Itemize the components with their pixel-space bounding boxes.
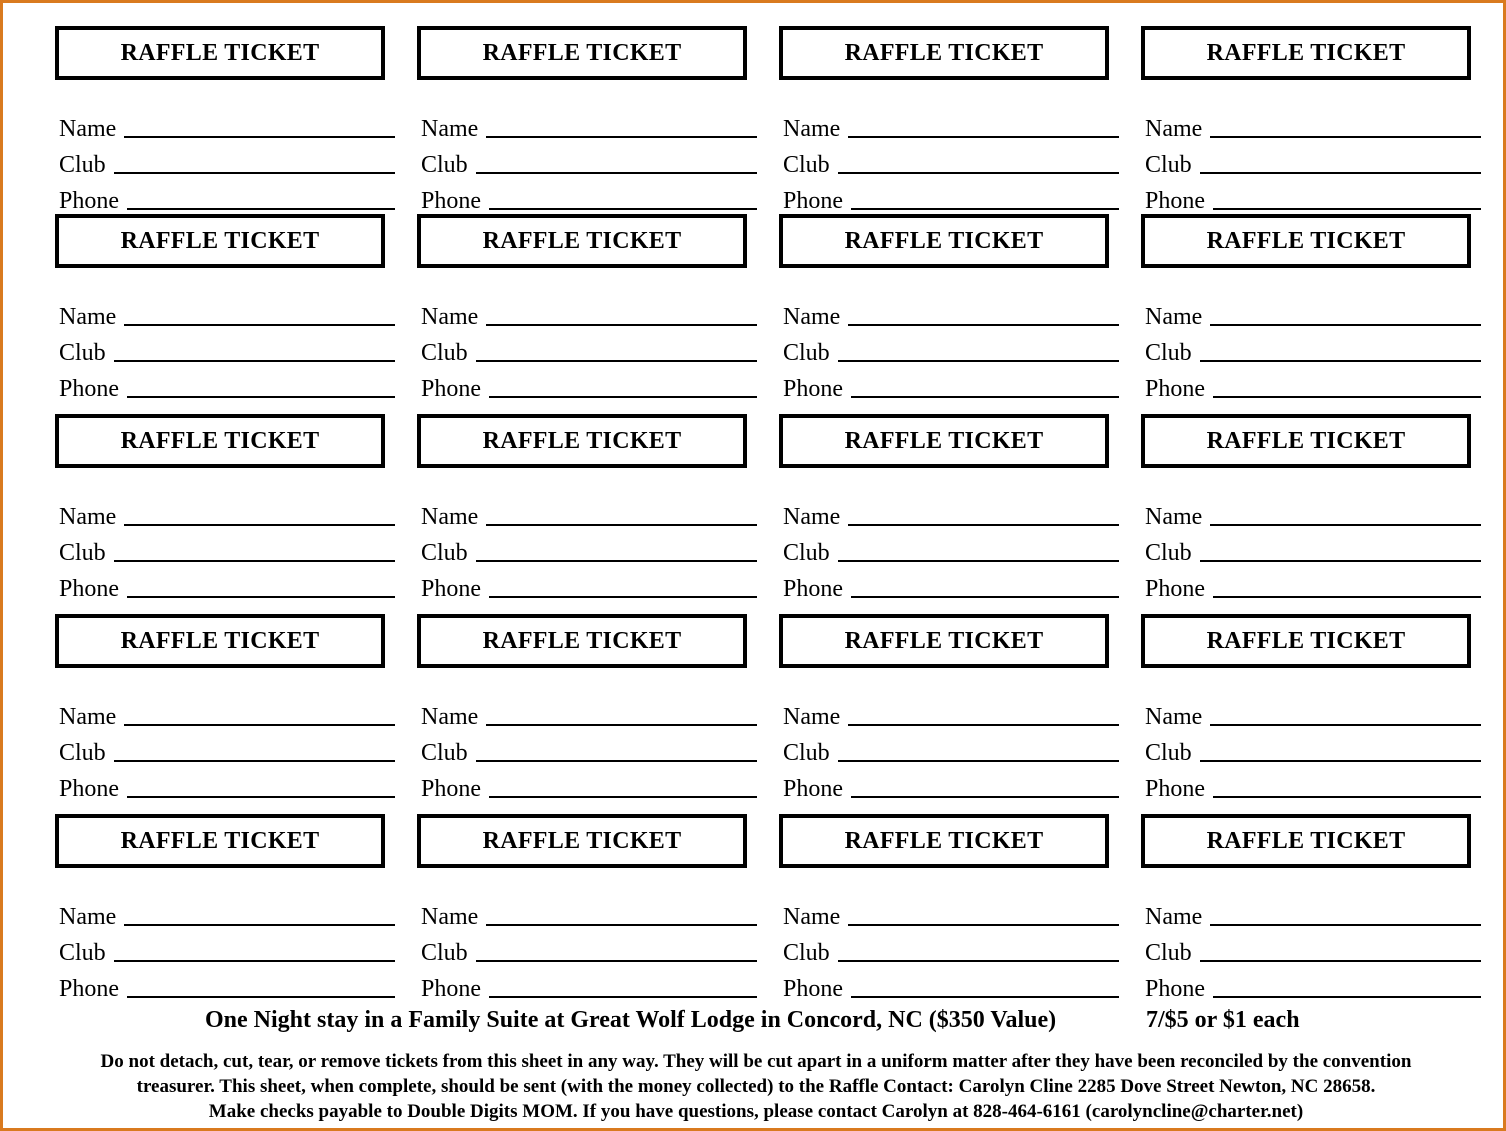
- name-label: Name: [59, 704, 117, 730]
- name-blank-line: [486, 324, 757, 326]
- ticket-title: RAFFLE TICKET: [779, 814, 1109, 868]
- club-blank-line: [114, 760, 395, 762]
- phone-label: Phone: [783, 376, 843, 402]
- club-label: Club: [783, 940, 830, 966]
- phone-blank-line: [127, 208, 395, 210]
- name-field: [421, 700, 757, 730]
- ticket-title: RAFFLE TICKET: [417, 614, 747, 668]
- phone-label: Phone: [421, 776, 481, 802]
- name-field: [421, 900, 757, 930]
- name-blank-line: [486, 724, 757, 726]
- ticket-title: RAFFLE TICKET: [55, 614, 385, 668]
- ticket-title: RAFFLE TICKET: [1141, 814, 1471, 868]
- name-label: Name: [1145, 504, 1203, 530]
- name-blank-line: [124, 524, 395, 526]
- phone-blank-line: [851, 596, 1119, 598]
- phone-field: [421, 972, 757, 1002]
- club-field: [1145, 148, 1481, 178]
- phone-blank-line: [127, 396, 395, 398]
- club-blank-line: [1200, 360, 1481, 362]
- instructions: [13, 1049, 1499, 1124]
- club-label: Club: [783, 540, 830, 566]
- club-label: Club: [783, 152, 830, 178]
- instructions-line-2: treasurer. This sheet, when complete, should be sent (with the money collected) to the Raffle Contact: Carolyn Cline 2285 Dove Street Newton, NC 28658.: [136, 1076, 1376, 1097]
- club-field: [783, 536, 1119, 566]
- ticket-title: RAFFLE TICKET: [1141, 26, 1471, 80]
- name-blank-line: [1210, 136, 1481, 138]
- club-field: [1145, 936, 1481, 966]
- phone-field: [421, 372, 757, 402]
- club-label: Club: [783, 740, 830, 766]
- club-field: [59, 148, 395, 178]
- name-label: Name: [421, 504, 479, 530]
- club-blank-line: [1200, 960, 1481, 962]
- ticket-title: RAFFLE TICKET: [779, 26, 1109, 80]
- phone-field: [1145, 184, 1481, 214]
- club-label: Club: [59, 940, 106, 966]
- name-label: Name: [59, 116, 117, 142]
- ticket-title: RAFFLE TICKET: [779, 214, 1109, 268]
- phone-label: Phone: [1145, 188, 1205, 214]
- name-label: Name: [783, 704, 841, 730]
- club-field: [421, 536, 757, 566]
- name-field: [1145, 700, 1481, 730]
- name-field: [1145, 112, 1481, 142]
- name-label: Name: [421, 116, 479, 142]
- phone-field: [421, 572, 757, 602]
- club-blank-line: [114, 960, 395, 962]
- ticket-price: 7/$5 or $1 each: [1146, 1007, 1300, 1033]
- name-blank-line: [848, 324, 1119, 326]
- phone-field: [59, 572, 395, 602]
- club-blank-line: [838, 360, 1119, 362]
- name-label: Name: [1145, 704, 1203, 730]
- name-label: Name: [421, 904, 479, 930]
- name-blank-line: [124, 324, 395, 326]
- phone-label: Phone: [421, 976, 481, 1002]
- name-field: [59, 112, 395, 142]
- phone-label: Phone: [783, 776, 843, 802]
- phone-field: [1145, 372, 1481, 402]
- phone-blank-line: [1213, 996, 1481, 998]
- phone-blank-line: [127, 996, 395, 998]
- phone-label: Phone: [59, 576, 119, 602]
- name-label: Name: [421, 704, 479, 730]
- ticket-title: RAFFLE TICKET: [1141, 414, 1471, 468]
- name-label: Name: [421, 304, 479, 330]
- name-field: [59, 900, 395, 930]
- name-field: [783, 300, 1119, 330]
- club-label: Club: [783, 340, 830, 366]
- phone-field: [1145, 972, 1481, 1002]
- phone-label: Phone: [783, 576, 843, 602]
- phone-blank-line: [489, 996, 757, 998]
- ticket-title: RAFFLE TICKET: [779, 614, 1109, 668]
- phone-field: [59, 772, 395, 802]
- ticket-title: RAFFLE TICKET: [55, 414, 385, 468]
- name-blank-line: [124, 136, 395, 138]
- name-label: Name: [1145, 904, 1203, 930]
- name-field: [59, 300, 395, 330]
- ticket-title: RAFFLE TICKET: [1141, 614, 1471, 668]
- ticket-title: RAFFLE TICKET: [417, 26, 747, 80]
- club-field: [421, 148, 757, 178]
- club-field: [1145, 536, 1481, 566]
- club-blank-line: [838, 960, 1119, 962]
- phone-label: Phone: [421, 376, 481, 402]
- instructions-line-1: Do not detach, cut, tear, or remove tickets from this sheet in any way. They will be cut apart in a uniform matter after they have been reconciled by the convention: [100, 1051, 1412, 1072]
- club-blank-line: [1200, 760, 1481, 762]
- club-blank-line: [114, 172, 395, 174]
- club-label: Club: [1145, 740, 1192, 766]
- name-label: Name: [59, 304, 117, 330]
- phone-blank-line: [851, 208, 1119, 210]
- name-label: Name: [783, 904, 841, 930]
- phone-blank-line: [127, 596, 395, 598]
- phone-field: [59, 184, 395, 214]
- name-blank-line: [1210, 924, 1481, 926]
- club-blank-line: [838, 560, 1119, 562]
- name-blank-line: [1210, 524, 1481, 526]
- prize-row: [3, 1004, 1506, 1038]
- club-field: [59, 736, 395, 766]
- name-blank-line: [486, 136, 757, 138]
- name-blank-line: [486, 924, 757, 926]
- name-label: Name: [783, 304, 841, 330]
- name-blank-line: [1210, 724, 1481, 726]
- name-field: [59, 500, 395, 530]
- club-field: [59, 536, 395, 566]
- club-label: Club: [421, 540, 468, 566]
- club-label: Club: [59, 340, 106, 366]
- club-blank-line: [1200, 172, 1481, 174]
- phone-field: [59, 972, 395, 1002]
- club-label: Club: [59, 740, 106, 766]
- phone-label: Phone: [59, 188, 119, 214]
- club-label: Club: [1145, 940, 1192, 966]
- club-label: Club: [1145, 340, 1192, 366]
- club-field: [421, 936, 757, 966]
- club-blank-line: [1200, 560, 1481, 562]
- club-field: [59, 336, 395, 366]
- club-field: [783, 936, 1119, 966]
- phone-blank-line: [1213, 396, 1481, 398]
- ticket-title: RAFFLE TICKET: [55, 814, 385, 868]
- phone-label: Phone: [59, 776, 119, 802]
- name-blank-line: [848, 524, 1119, 526]
- ticket-title: RAFFLE TICKET: [55, 214, 385, 268]
- club-blank-line: [838, 172, 1119, 174]
- phone-field: [1145, 772, 1481, 802]
- phone-label: Phone: [421, 188, 481, 214]
- club-blank-line: [476, 172, 757, 174]
- ticket-grid: [3, 3, 1506, 1003]
- club-label: Club: [59, 152, 106, 178]
- name-blank-line: [848, 724, 1119, 726]
- name-blank-line: [848, 136, 1119, 138]
- club-field: [783, 336, 1119, 366]
- phone-label: Phone: [783, 188, 843, 214]
- club-blank-line: [476, 960, 757, 962]
- club-field: [1145, 336, 1481, 366]
- club-field: [783, 736, 1119, 766]
- club-field: [59, 936, 395, 966]
- phone-blank-line: [489, 396, 757, 398]
- phone-blank-line: [1213, 596, 1481, 598]
- phone-label: Phone: [1145, 576, 1205, 602]
- ticket-title: RAFFLE TICKET: [417, 814, 747, 868]
- phone-field: [421, 184, 757, 214]
- club-blank-line: [476, 760, 757, 762]
- phone-field: [783, 372, 1119, 402]
- phone-blank-line: [1213, 208, 1481, 210]
- club-label: Club: [1145, 540, 1192, 566]
- phone-blank-line: [851, 796, 1119, 798]
- name-blank-line: [124, 724, 395, 726]
- ticket-title: RAFFLE TICKET: [779, 414, 1109, 468]
- name-label: Name: [783, 504, 841, 530]
- phone-field: [783, 772, 1119, 802]
- club-label: Club: [421, 740, 468, 766]
- phone-blank-line: [1213, 796, 1481, 798]
- club-field: [421, 336, 757, 366]
- ticket-title: RAFFLE TICKET: [417, 214, 747, 268]
- name-blank-line: [1210, 324, 1481, 326]
- phone-label: Phone: [1145, 376, 1205, 402]
- name-field: [421, 112, 757, 142]
- phone-field: [783, 572, 1119, 602]
- club-blank-line: [838, 760, 1119, 762]
- club-label: Club: [421, 940, 468, 966]
- phone-label: Phone: [59, 376, 119, 402]
- club-blank-line: [476, 360, 757, 362]
- club-blank-line: [114, 360, 395, 362]
- phone-label: Phone: [1145, 976, 1205, 1002]
- club-label: Club: [421, 152, 468, 178]
- name-field: [783, 112, 1119, 142]
- prize-description: One Night stay in a Family Suite at Great Wolf Lodge in Concord, NC ($350 Value): [205, 1007, 1057, 1033]
- name-field: [421, 500, 757, 530]
- club-blank-line: [476, 560, 757, 562]
- phone-blank-line: [489, 596, 757, 598]
- ticket-title: RAFFLE TICKET: [55, 26, 385, 80]
- phone-blank-line: [127, 796, 395, 798]
- name-blank-line: [124, 924, 395, 926]
- club-label: Club: [421, 340, 468, 366]
- phone-blank-line: [489, 796, 757, 798]
- name-field: [783, 500, 1119, 530]
- phone-label: Phone: [421, 576, 481, 602]
- club-blank-line: [114, 560, 395, 562]
- phone-blank-line: [851, 996, 1119, 998]
- name-label: Name: [59, 504, 117, 530]
- phone-blank-line: [851, 396, 1119, 398]
- phone-field: [59, 372, 395, 402]
- ticket-title: RAFFLE TICKET: [417, 414, 747, 468]
- club-field: [783, 148, 1119, 178]
- name-field: [1145, 900, 1481, 930]
- name-field: [421, 300, 757, 330]
- name-field: [783, 700, 1119, 730]
- name-field: [1145, 300, 1481, 330]
- name-label: Name: [783, 116, 841, 142]
- name-field: [783, 900, 1119, 930]
- name-field: [59, 700, 395, 730]
- ticket-title: RAFFLE TICKET: [1141, 214, 1471, 268]
- name-label: Name: [59, 904, 117, 930]
- club-label: Club: [59, 540, 106, 566]
- name-field: [1145, 500, 1481, 530]
- name-label: Name: [1145, 304, 1203, 330]
- club-field: [1145, 736, 1481, 766]
- phone-field: [1145, 572, 1481, 602]
- club-label: Club: [1145, 152, 1192, 178]
- phone-label: Phone: [783, 976, 843, 1002]
- phone-label: Phone: [1145, 776, 1205, 802]
- phone-field: [783, 972, 1119, 1002]
- instructions-line-3: Make checks payable to Double Digits MOM. If you have questions, please contact Carolyn at 828-464-6161 (carolyncline@charter.net): [208, 1101, 1304, 1122]
- phone-field: [421, 772, 757, 802]
- phone-label: Phone: [59, 976, 119, 1002]
- name-blank-line: [848, 924, 1119, 926]
- phone-field: [783, 184, 1119, 214]
- club-field: [421, 736, 757, 766]
- phone-blank-line: [489, 208, 757, 210]
- name-blank-line: [486, 524, 757, 526]
- name-label: Name: [1145, 116, 1203, 142]
